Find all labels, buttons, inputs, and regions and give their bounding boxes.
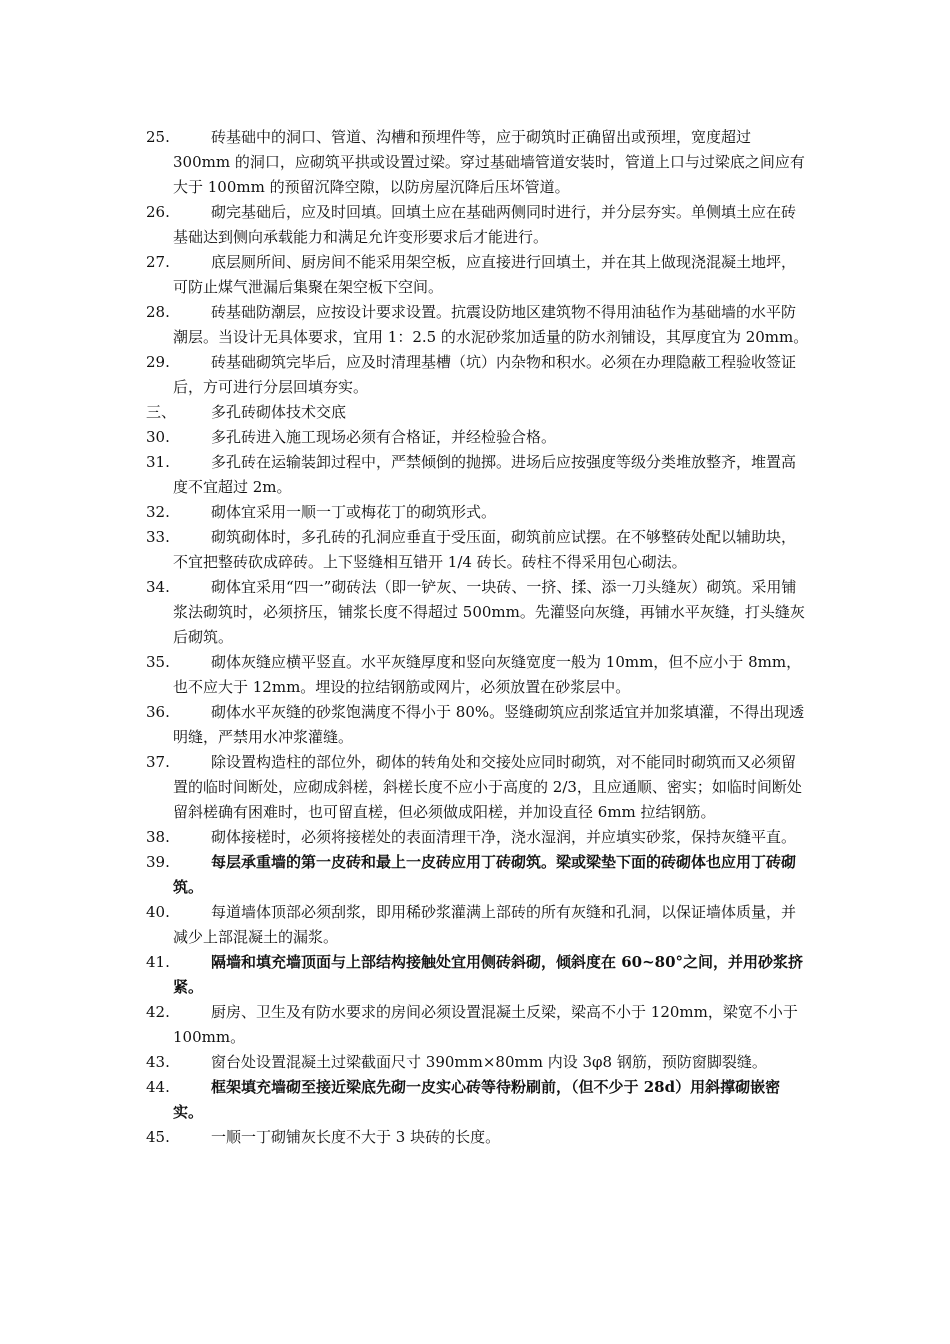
item-number: 43. (146, 1053, 170, 1071)
list-item-28 (146, 300, 810, 350)
item-number: 25. (146, 128, 170, 146)
item-number: 40. (146, 903, 170, 921)
list-item-31 (146, 450, 810, 500)
item-number: 31. (146, 453, 170, 471)
item-number: 30. (146, 428, 170, 446)
item-number: 26. (146, 203, 170, 221)
item-text: 砖基础中的洞口、管道、沟槽和预埋件等，应于砌筑时正确留出或预埋，宽度超过 300mm 的洞口，应砌筑平拱或设置过梁。穿过基础墙管道安装时，管道上口与过梁底之间应有大于 100mm 的预留沉降空隙，以防房屋沉降后压坏管道。 (173, 128, 805, 196)
item-number: 28. (146, 303, 170, 321)
section-heading (146, 400, 810, 425)
item-text: 砌体宜采用一顺一丁或梅花丁的砌筑形式。 (211, 503, 497, 521)
item-number: 27. (146, 253, 170, 271)
item-number: 36. (146, 703, 170, 721)
list-item-37 (146, 750, 810, 825)
item-number: 29. (146, 353, 170, 371)
item-text: 隔墙和填充墙顶面与上部结构接触处宜用侧砖斜砌，倾斜度在 60~80°之间，并用砂浆挤紧。 (173, 953, 804, 996)
list-item-40 (146, 900, 810, 950)
item-text: 砖基础防潮层，应按设计要求设置。抗震设防地区建筑物不得用油毡作为基础墙的水平防潮层。当设计无具体要求，宜用 1：2.5 的水泥砂浆加适量的防水剂铺设，其厚度宜为 20mm。 (173, 303, 809, 346)
item-text: 除设置构造柱的部位外，砌体的转角处和交接处应同时砌筑，对不能同时砌筑而又必须留置的临时间断处，应砌成斜槎，斜槎长度不应小于高度的 2/3，且应通顺、密实；如临时间断处留斜槎确有困难时，也可留直槎，但必须做成阳槎，并加设直径 6mm 拉结钢筋。 (173, 753, 802, 821)
list-item-35 (146, 650, 810, 700)
document-body (146, 125, 810, 1150)
item-text: 砌体灰缝应横平竖直。水平灰缝厚度和竖向灰缝宽度一般为 10mm，但不应小于 8mm，也不应大于 12mm。埋设的拉结钢筋或网片，必须放置在砂浆层中。 (173, 653, 802, 696)
item-text: 砌体宜采用“四一”砌砖法（即一铲灰、一块砖、一挤、揉、添一刀头缝灰）砌筑。采用铺浆法砌筑时，必须挤压，铺浆长度不得超过 500mm。先灌竖向灰缝，再铺水平灰缝，打头缝灰后砌筑。 (173, 578, 805, 646)
list-item-38 (146, 825, 810, 850)
item-number: 35. (146, 653, 170, 671)
list-item-45 (146, 1125, 810, 1150)
item-text: 底层厕所间、厨房间不能采用架空板，应直接进行回填土，并在其上做现浇混凝土地坪，可防止煤气泄漏后集聚在架空板下空间。 (173, 253, 797, 296)
item-text: 砌体水平灰缝的砂浆饱满度不得小于 80%。竖缝砌筑应刮浆适宜并加浆填灌，不得出现透明缝，严禁用水冲浆灌缝。 (173, 703, 805, 746)
item-text: 框架填充墙砌至接近梁底先砌一皮实心砖等待粉刷前，（但不少于 28d）用斜撑砌嵌密实。 (173, 1078, 781, 1121)
item-text: 砌体接槎时，必须将接槎处的表面清理干净，浇水湿润，并应填实砂浆，保持灰缝平直。 (211, 828, 797, 846)
section-number: 三、 (146, 403, 177, 421)
list-item-30 (146, 425, 810, 450)
section-title: 多孔砖砌体技术交底 (211, 403, 347, 421)
list-item-34 (146, 575, 810, 650)
list-item-25 (146, 125, 810, 200)
item-number: 39. (146, 853, 170, 871)
item-text: 砖基础砌筑完毕后，应及时清理基槽（坑）内杂物和积水。必须在办理隐蔽工程验收签证后，方可进行分层回填夯实。 (173, 353, 797, 396)
item-number: 42. (146, 1003, 170, 1021)
list-item-41 (146, 950, 810, 1000)
item-text: 窗台处设置混凝土过梁截面尺寸 390mm×80mm 内设 3φ8 钢筋，预防窗脚裂缝。 (211, 1053, 767, 1071)
list-item-27 (146, 250, 810, 300)
list-item-36 (146, 700, 810, 750)
list-item-44 (146, 1075, 810, 1125)
item-text: 多孔砖进入施工现场必须有合格证，并经检验合格。 (211, 428, 557, 446)
list-item-33 (146, 525, 810, 575)
list-item-39 (146, 850, 810, 900)
item-number: 41. (146, 953, 170, 971)
item-text: 厨房、卫生及有防水要求的房间必须设置混凝土反梁，梁高不小于 120mm，梁宽不小于 100mm。 (173, 1003, 798, 1046)
list-item-26 (146, 200, 810, 250)
list-item-29 (146, 350, 810, 400)
item-text: 每层承重墙的第一皮砖和最上一皮砖应用丁砖砌筑。梁或梁垫下面的砖砌体也应用丁砖砌筑。 (173, 853, 797, 896)
item-text: 多孔砖在运输装卸过程中，严禁倾倒的抛掷。进场后应按强度等级分类堆放整齐，堆置高度不宜超过 2m。 (173, 453, 797, 496)
item-text: 每道墙体顶部必须刮浆，即用稀砂浆灌满上部砖的所有灰缝和孔洞，以保证墙体质量，并减少上部混凝土的漏浆。 (173, 903, 797, 946)
item-text: 砌完基础后，应及时回填。回填土应在基础两侧同时进行，并分层夯实。单侧填土应在砖基础达到侧向承载能力和满足允许变形要求后才能进行。 (173, 203, 797, 246)
item-number: 45. (146, 1128, 170, 1146)
item-number: 38. (146, 828, 170, 846)
list-item-42 (146, 1000, 810, 1050)
item-number: 34. (146, 578, 170, 596)
list-item-32 (146, 500, 810, 525)
item-number: 44. (146, 1078, 170, 1096)
item-number: 33. (146, 528, 170, 546)
item-number: 32. (146, 503, 170, 521)
item-number: 37. (146, 753, 170, 771)
list-item-43 (146, 1050, 810, 1075)
item-text: 砌筑砌体时，多孔砖的孔洞应垂直于受压面，砌筑前应试摆。在不够整砖处配以辅助块，不宜把整砖砍成碎砖。上下竖缝相互错开 1/4 砖长。砖柱不得采用包心砌法。 (173, 528, 797, 571)
item-text: 一顺一丁砌铺灰长度不大于 3 块砖的长度。 (211, 1128, 501, 1146)
